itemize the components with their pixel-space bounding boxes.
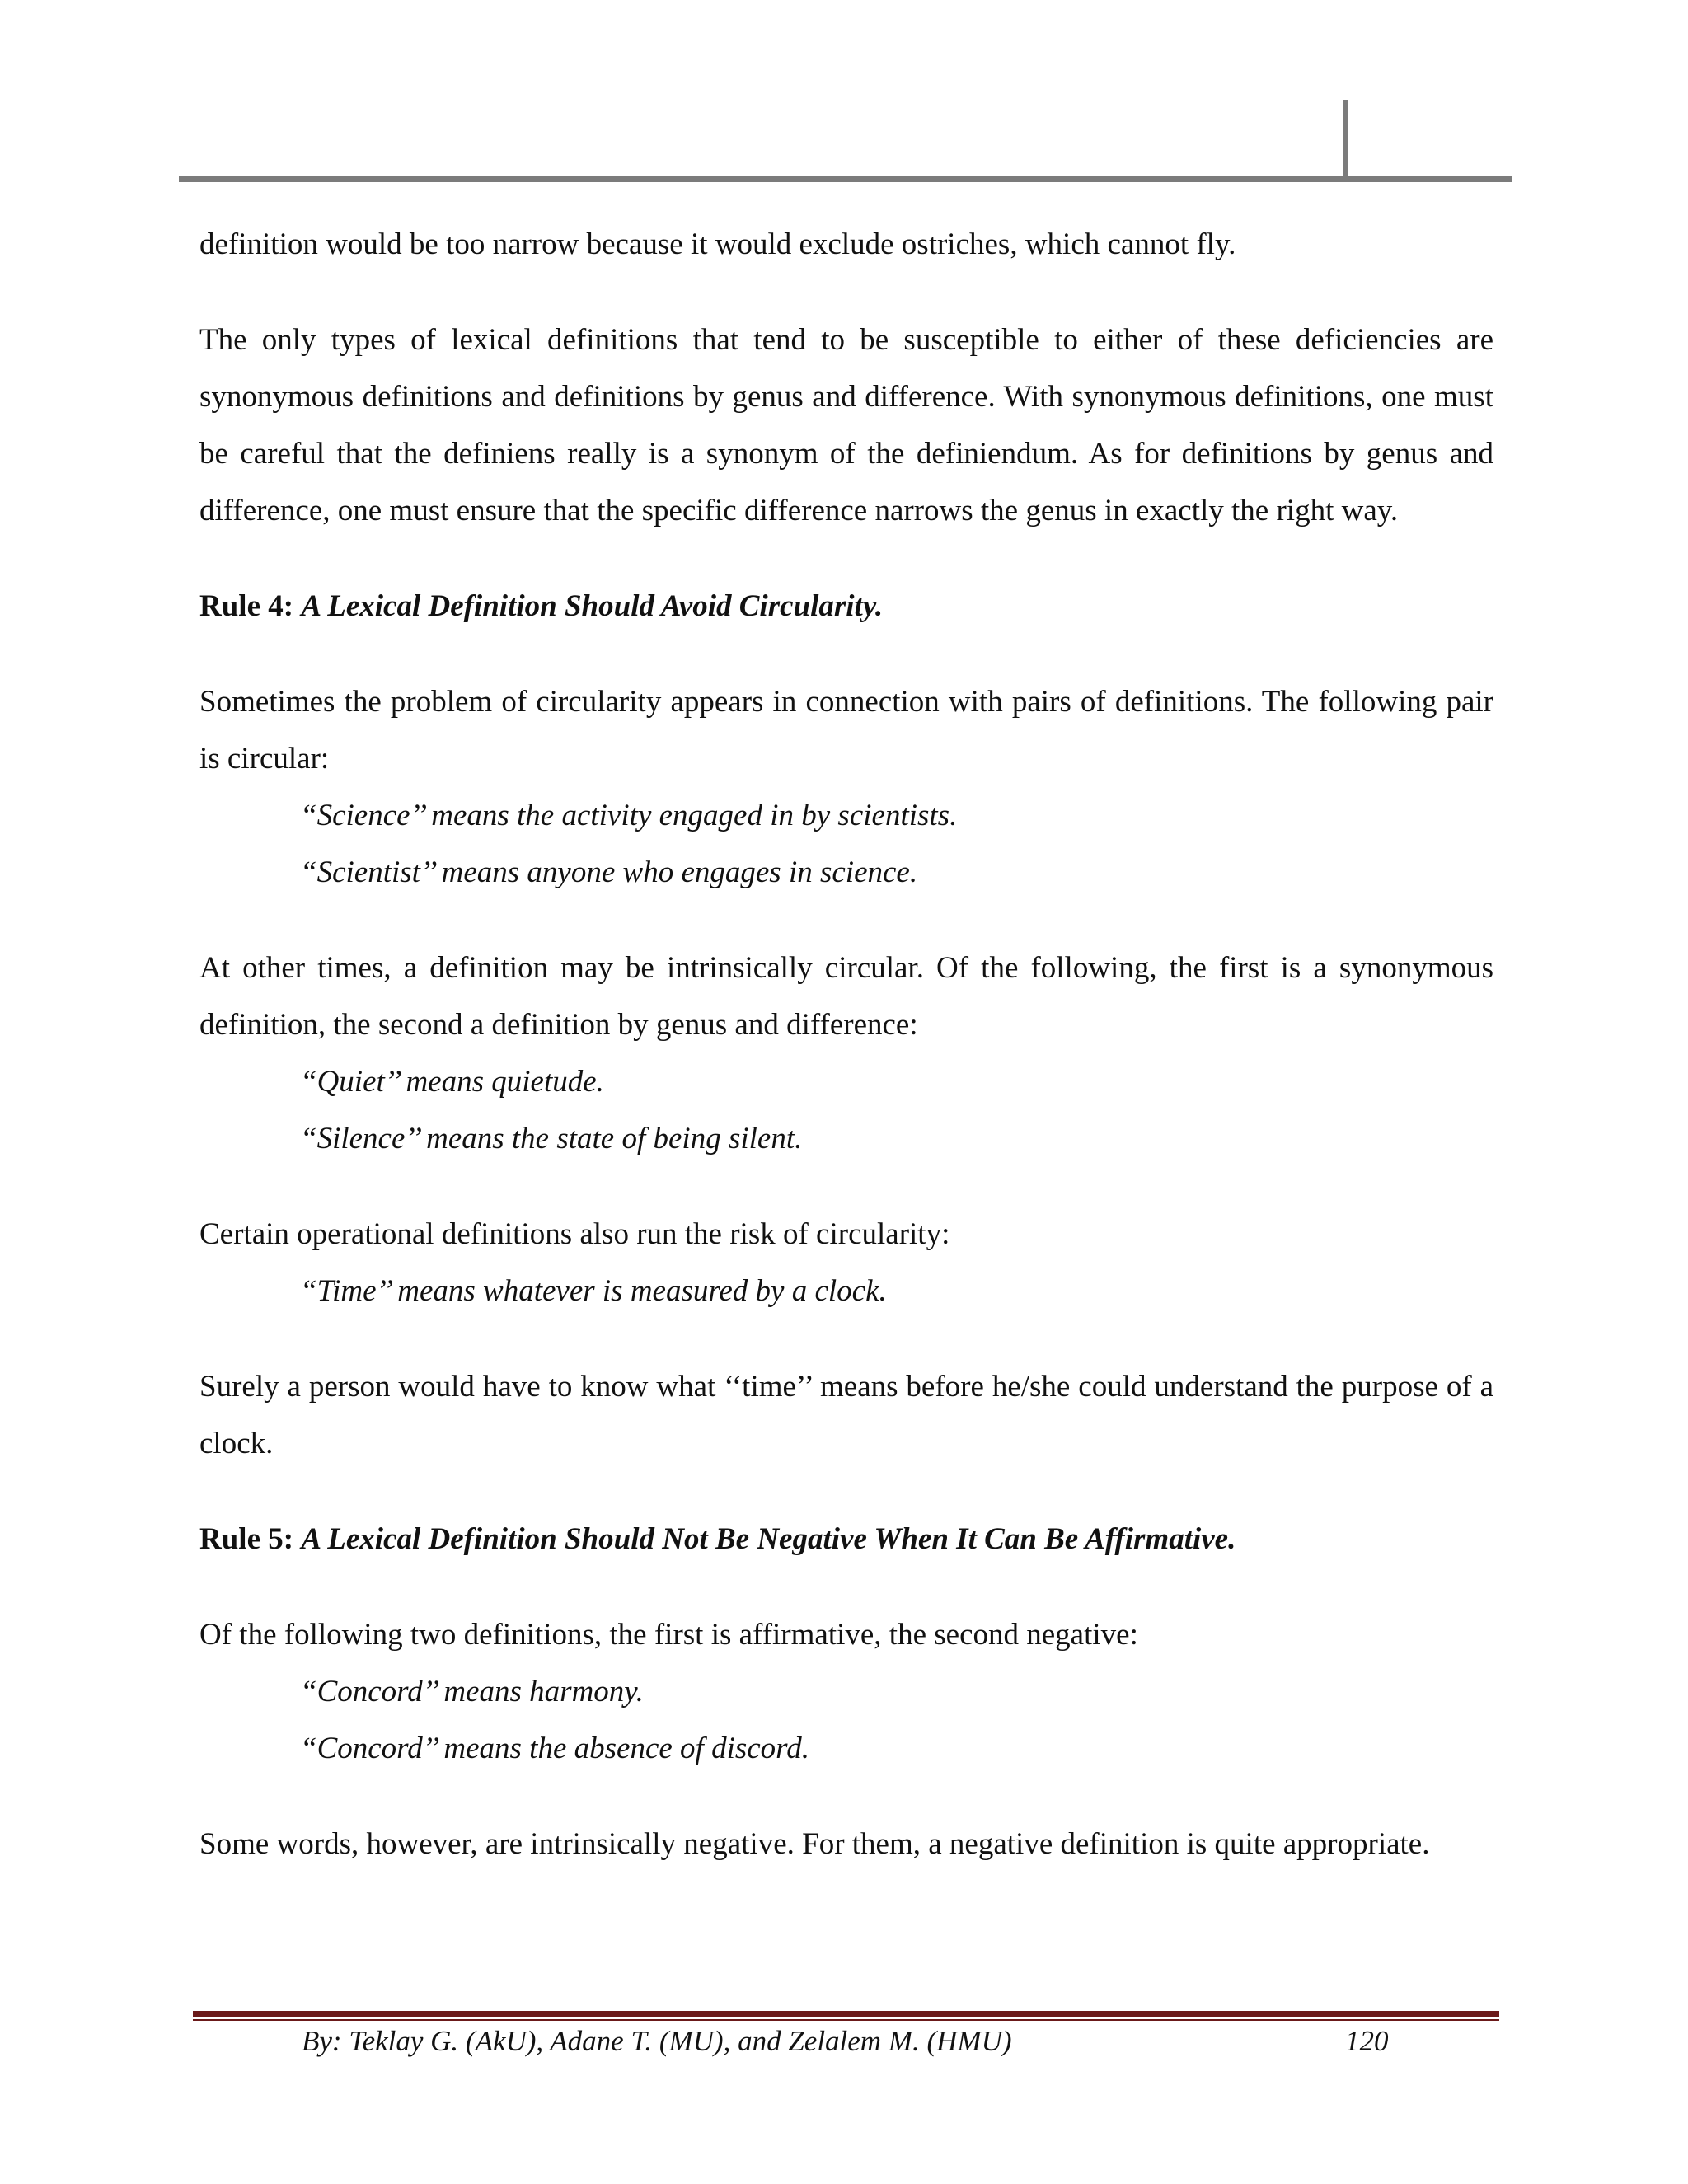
footer-rule — [193, 2011, 1499, 2017]
rule-5-label: Rule 5: — [199, 1522, 294, 1556]
paragraph-clock: Surely a person would have to know what ‘‘time’’ means before he/she could understand the purpose of a clock. — [199, 1370, 1493, 1460]
paragraph-continuation: definition would be too narrow because it would exclude ostriches, which cannot fly. — [199, 227, 1236, 261]
page-body — [199, 216, 1493, 1872]
rule-5-heading — [199, 1511, 1493, 1568]
paragraph-intrinsic-circularity: At other times, a definition may be intrinsically circular. Of the following, the first is a synonymous definition, the second a definition by genus and difference: — [199, 951, 1493, 1042]
footer-authors: By: Teklay G. (AkU), Adane T. (MU), and Zelalem M. (HMU) — [302, 2025, 1012, 2057]
paragraph-affirmative-negative: Of the following two definitions, the first is affirmative, the second negative: — [199, 1618, 1138, 1652]
rule-4-label: Rule 4: — [199, 589, 294, 623]
rule-5-title: A Lexical Definition Should Not Be Negative When It Can Be Affirmative. — [301, 1522, 1236, 1556]
header-tick — [1343, 100, 1348, 179]
example-science: “Science’’ means the activity engaged in by scientists. — [300, 799, 958, 832]
rule-4-title: A Lexical Definition Should Avoid Circularity. — [301, 589, 884, 623]
paragraph-intrinsically-negative: Some words, however, are intrinsically negative. For them, a negative definition is quite appropriate. — [199, 1827, 1430, 1861]
example-concord-discord: “Concord’’ means the absence of discord. — [300, 1732, 809, 1765]
rule-4-heading — [199, 578, 1493, 635]
example-concord-harmony: “Concord’’ means harmony. — [300, 1675, 644, 1708]
example-quiet: “Quiet’’ means quietude. — [300, 1065, 604, 1099]
example-time: “Time’’ means whatever is measured by a clock. — [300, 1274, 887, 1308]
example-scientist: “Scientist’’ means anyone who engages in science. — [300, 855, 918, 889]
paragraph-operational: Certain operational definitions also run the risk of circularity: — [199, 1217, 950, 1251]
page-number: 120 — [1345, 2025, 1389, 2057]
paragraph-circularity-pairs: Sometimes the problem of circularity appears in connection with pairs of definitions. The following pair is circular: — [199, 685, 1493, 776]
header-rule — [179, 176, 1512, 182]
paragraph-deficiencies: The only types of lexical definitions that tend to be susceptible to either of these deficiencies are synonymous definitions and definitions by genus and difference. With synonymous definitions, one must be careful that the definiens really is a synonym of the definiendum. As for definitions by genus and difference, one must ensure that the specific difference narrows the genus in exactly the right way. — [199, 323, 1493, 527]
example-silence: “Silence’’ means the state of being silent. — [300, 1122, 803, 1155]
